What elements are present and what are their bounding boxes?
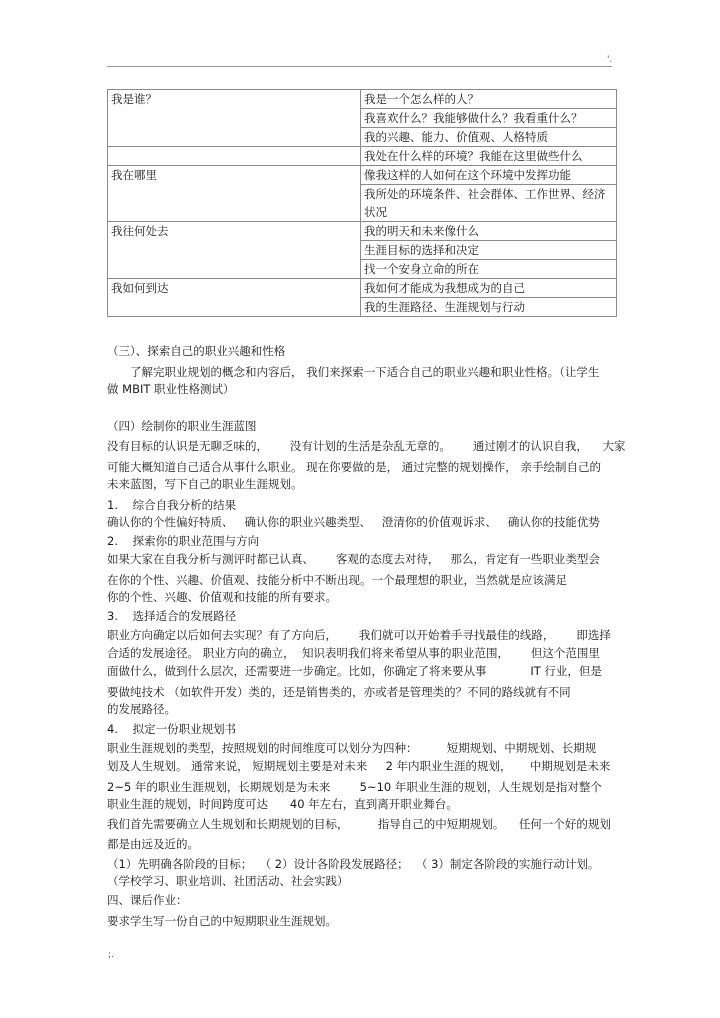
item4-line: 划及人生规划。 通常来说， 短期规划主要是对未来 2 年内职业生涯的规划， 中期规划是未来 [107,759,611,773]
item4-line: 我们首先需要确立人生规划和长期规划的目标， 指导自己的中短期规划。 任何一个好的规划 [107,817,611,831]
section3-paragraph-line: 做 MBIT 职业性格测试） [107,382,235,396]
steps-line: （1）先明确各阶段的目标； （ 2）设计各阶段发展路径； （ 3）制定各阶段的实施行动计划。 [107,857,600,871]
item1-title: 1. 综合自我分析的结果 [107,498,237,512]
section4-intro-line: 未来蓝图，写下自己的职业生涯规划。 [107,477,303,491]
table-cell-right: 我如何才能成为我想成为的自己 [361,279,617,298]
item2-line: 在你的个性、兴趣、价值观、技能分析中不断出现。一个最理想的职业，当然就是应该满足 [107,573,567,587]
table-cell-right: 我喜欢什么？我能够做什么？我看重什么？ [361,109,617,128]
table-cell-right: 我是一个怎么样的人？ [361,90,617,109]
item3-line: 职业方向确定以后如何去实现？有了方向后， 我们就可以开始着手寻找最佳的线路， 即选择 [107,628,611,642]
header-rule [107,66,612,67]
item4-line: 都是由远及近的。 [107,837,199,851]
page-corner-mark: '. [607,55,613,65]
steps-note: （学校学习、职业培训、社团活动、社会实践） [107,874,349,888]
table-cell-right: 像我这样的人如何在这个环境中发挥功能 [361,166,617,185]
table-cell-right: 我的兴趣、能力、价值观、人格特质 [361,128,617,147]
item3-line: 合适的发展途径。 职业方向的确立， 知识表明我们将来希望从事的职业范围， 但这个范围里 [107,646,600,660]
item1-text: 确认你的个性偏好特质、 确认你的职业兴趣类型、 澄清你的价值观诉求、 确认你的技能优势 [107,515,600,529]
section4-intro-line: 没有目标的认识是无聊乏味的， 没有计划的生活是杂乱无章的。 通过刚才的认识自我， 大家 [107,439,626,453]
item4-title: 4. 拟定一份职业规划书 [107,722,237,736]
table-row [108,147,617,166]
item2-line: 你的个性、兴趣、价值观和技能的所有要求。 [107,590,337,604]
item4-line: 职业生涯的规划，时间跨度可达 40 年左右，直到离开职业舞台。 [107,797,458,811]
self-exploration-table [107,89,617,317]
page-corner-mark: ;. [108,950,114,960]
table-cell-right: 找一个安身立命的所在 [361,260,617,279]
table-row [108,166,617,185]
section3-heading: （三）、探索自己的职业兴趣和性格 [107,344,286,358]
table-row [108,279,617,298]
homework-heading: 四、课后作业： [107,893,188,907]
item3-line: 要做纯技术 （如软件开发）类的，还是销售类的，亦或者是管理类的？不同的路线就有不同 [107,685,571,699]
item4-line: 职业生涯规划的类型，按照规划的时间维度可以划分为四种： 短期规划、中期规划、长期规 [107,741,597,755]
table-cell-right: 我所处的环境条件、社会群体、工作世界、经济状况 [361,185,617,222]
section4-intro-line: 可能大概知道自己适合从事什么职业。 现在你要做的是， 通过完整的规划操作， 亲手绘制自己的 [107,460,601,474]
table-row [108,222,617,241]
item3-line: 的发展路径。 [107,702,176,716]
table-cell-left: 我如何到达 [108,279,361,317]
item2-title: 2. 探索你的职业范围与方向 [107,534,260,548]
item3-title: 3. 选择适合的发展路径 [107,609,237,623]
item4-line: 2~5 年的职业生涯规划，长期规划是为未来 5~10 年职业生涯的规划，人生规划是指对整个 [107,780,602,794]
table-cell-right: 我处在什么样的环境？我能在这里做些什么 [361,147,617,166]
table-cell-left: 我往何处去 [108,222,361,279]
table-cell-right: 我的明天和未来像什么 [361,222,617,241]
section3-paragraph-line: 了解完职业规划的概念和内容后， 我们来探索一下适合自己的职业兴趣和职业性格。（让学生 [130,365,600,379]
section4-heading: （四）绘制你的职业生涯蓝图 [107,419,257,433]
table-cell-left: 我是谁？ [108,90,361,147]
table-cell-right: 生涯目标的选择和决定 [361,241,617,260]
table-cell-right: 我的生涯路径、生涯规划与行动 [361,298,617,317]
homework-text: 要求学生写一份自己的中短期职业生涯规划。 [107,914,337,928]
table-cell-left: 我在哪里 [108,166,361,222]
table-cell-left [108,147,361,166]
item3-line: 面做什么，做到什么层次，还需要进一步确定。比如，你确定了将来要从事 IT 行业，但是 [107,664,602,678]
table-row [108,90,617,109]
item2-line: 如果大家在自我分析与测评时都已认真、 客观的态度去对待， 那么，肯定有一些职业类型会 [107,552,600,566]
